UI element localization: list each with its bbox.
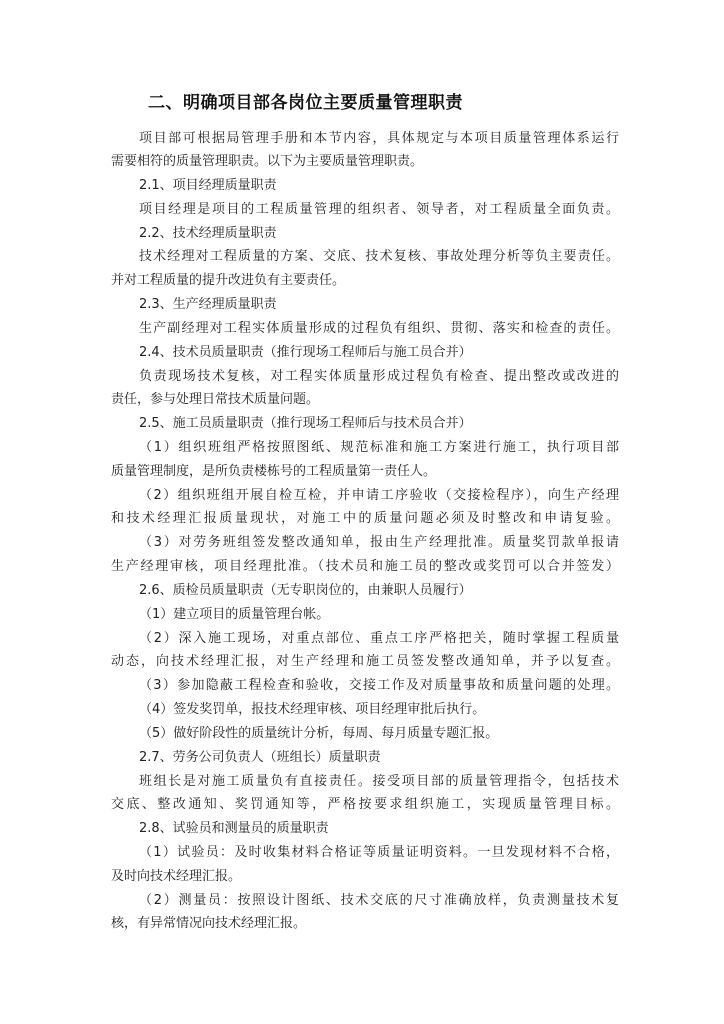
paragraph-line: （2）组织班组开展自检互检，并申请工序验收（交接检程序），向生产经理	[139, 488, 619, 503]
subheading-line: 2.3、生产经理质量职责	[139, 297, 277, 312]
paragraph-line: 班组长是对施工质量负有直接责任。接受项目部的质量管理指令，包括技术	[139, 774, 619, 789]
paragraph-line: （4）签发奖罚单，报技术经理审核、项目经理审批后执行。	[139, 702, 486, 717]
paragraph-line: （3）对劳务班组签发整改通知单，报由生产经理批准。质量奖罚款单报请	[139, 535, 619, 550]
paragraph-line: 核，有异常情况向技术经理汇报。	[111, 916, 307, 931]
subheading-line: 2.6、质检员质量职责（无专职岗位的，由兼职人员履行）	[139, 583, 472, 598]
paragraph-line: （3）参加隐蔽工程检查和验收，交接工作及对质量事故和质量问题的处理。	[139, 678, 619, 693]
paragraph-line: 负责现场技术复核，对工程实体质量形成过程负有检查、提出整改或改进的	[139, 369, 619, 384]
paragraph-line: （2）测量员：按照设计图纸、技术交底的尺寸准确放样，负责测量技术复	[139, 893, 619, 908]
paragraph-line: 及时向技术经理汇报。	[111, 869, 242, 884]
paragraph-line: 项目部可根据局管理手册和本节内容，具体规定与本项目质量管理体系运行	[139, 131, 619, 146]
paragraph-line: 责任，参与处理日常技术质量问题。	[111, 392, 320, 407]
paragraph-line: 动态，向技术经理汇报，对生产经理和施工员签发整改通知单，并予以复查。	[111, 654, 619, 669]
paragraph-line: 生产经理审核，项目经理批准。（技术员和施工员的整改或奖罚可以合并签发）	[111, 559, 619, 574]
subheading-line: 2.4、技术员质量职责（推行现场工程师后与施工员合并）	[139, 345, 472, 360]
subheading-line: 2.2、技术经理质量职责	[139, 226, 277, 241]
paragraph-line: 生产副经理对工程实体质量形成的过程负有组织、贯彻、落实和检查的责任。	[139, 321, 619, 336]
paragraph-line: 交底、整改通知、奖罚通知等，严格按要求组织施工，实现质量管理目标。	[111, 797, 619, 812]
paragraph-line: （1）建立项目的质量管理台帐。	[139, 607, 330, 622]
paragraph-line: 和技术经理汇报质量现状，对施工中的质量问题必须及时整改和申请复验。	[111, 511, 619, 526]
paragraph-line: （1）试验员：及时收集材料合格证等质量证明资料。一旦发现材料不合格，	[139, 845, 619, 860]
paragraph-line: 技术经理对工程质量的方案、交底、技术复核、事故处理分析等负主要责任。	[139, 249, 619, 264]
section-title: 二、明确项目部各岗位主要质量管理职责	[148, 93, 463, 113]
subheading-line: 2.5、施工员质量职责（推行现场工程师后与技术员合并）	[139, 416, 472, 431]
paragraph-line: 并对工程质量的提升改进负有主要责任。	[111, 273, 346, 288]
subheading-line: 2.7、劳务公司负责人（班组长）质量职责	[139, 750, 381, 765]
subheading-line: 2.8、试验员和测量员的质量职责	[139, 821, 329, 836]
subheading-line: 2.1、项目经理质量职责	[139, 178, 277, 193]
paragraph-line: 需要相符的质量管理职责。以下为主要质量管理职责。	[111, 154, 424, 169]
paragraph-line: （5）做好阶段性的质量统计分析，每周、每月质量专题汇报。	[139, 726, 499, 741]
paragraph-line: 质量管理制度，是所负责楼栋号的工程质量第一责任人。	[111, 464, 437, 479]
paragraph-line: （1）组织班组严格按照图纸、规范标准和施工方案进行施工，执行项目部	[139, 440, 619, 455]
paragraph-line: （2）深入施工现场，对重点部位、重点工序严格把关，随时掌握工程质量	[139, 631, 619, 646]
paragraph-line: 项目经理是项目的工程质量管理的组织者、领导者，对工程质量全面负责。	[139, 202, 619, 217]
